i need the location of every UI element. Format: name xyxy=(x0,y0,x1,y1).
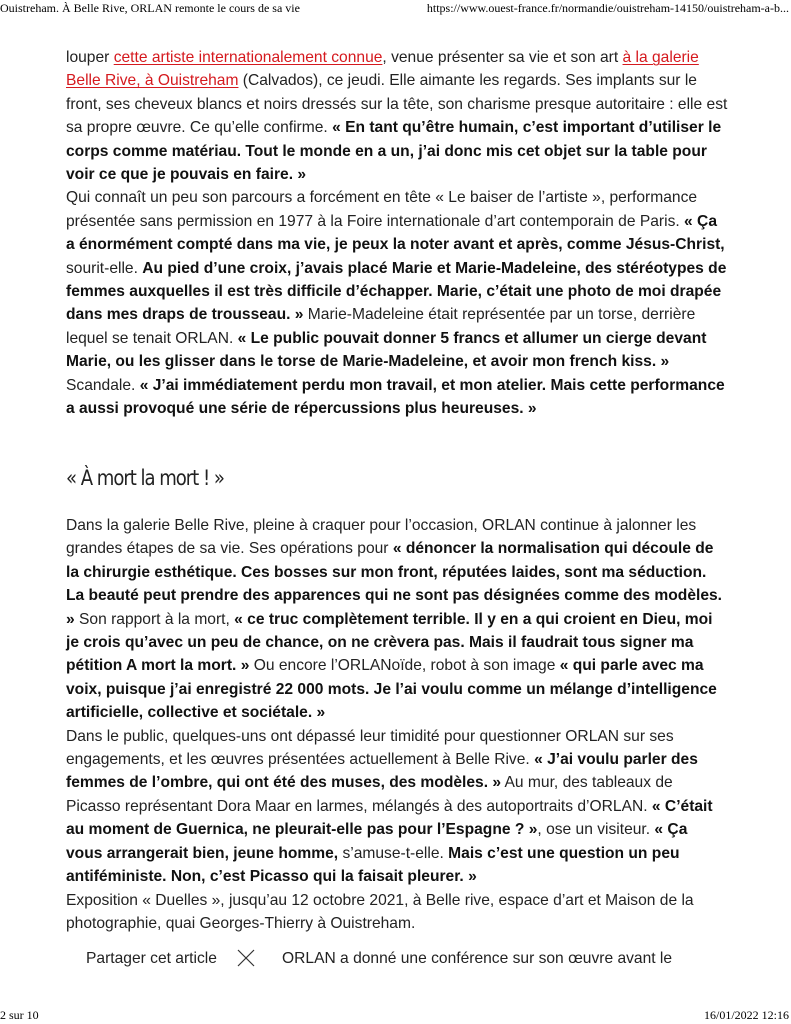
text-span: louper xyxy=(66,49,114,66)
paragraph-exposition: Exposition « Duelles », jusqu’au 12 octobre 2021, à Belle rive, espace d’art et Maison de la photographie, quai Georges-Thierry à Ouistreham. xyxy=(66,891,694,932)
text-span: Dans la galerie Belle Rive, pleine à craquer pour l’occasion, ORLAN continue à jalonner les grandes étapes de sa vie. Ses opérations pour xyxy=(66,517,697,558)
image-caption: ORLAN a donné une conférence sur son œuvre avant le xyxy=(282,950,673,967)
gallery-link[interactable]: à la galerie Belle Rive, à Ouistreham xyxy=(66,49,699,90)
text-span: Ou encore l’ORLANoïde, robot à son image xyxy=(249,657,560,675)
article-body-part2 xyxy=(66,514,728,935)
text-span: Qui connaît un peu son parcours a forcément en tête « Le baiser de l’artiste », performance présentée sans permission en 1977 à la Foire internationale d’art contemporain de Paris. xyxy=(66,189,698,230)
quote-bold: « C’était au moment de Guernica, ne pleurait-elle pas pour l’Espagne ? » xyxy=(66,797,713,839)
print-header-url: https://www.ouest-france.fr/normandie/ouistreham-14150/ouistreham-a-b... xyxy=(426,1,789,15)
quote-bold: « Ça a énormément compté dans ma vie, je peux la noter avant et après, comme Jésus-Christ, xyxy=(66,212,725,254)
text-span: , ose un visiteur. xyxy=(537,821,655,839)
quote-bold: Au pied d’une croix, j’avais placé Marie et Marie-Madeleine, des stéréotypes de femmes auxquelles il est très difficile d’échapper. Marie, c’était une photo de moi drapée dans mes draps de trousseau. » xyxy=(66,259,727,324)
quote-bold: « J’ai voulu parler des femmes de l’ombre, qui ont été des muses, des modèles. » xyxy=(66,751,698,792)
share-article-button[interactable]: Partager cet article xyxy=(86,950,217,967)
quote-bold: « qui parle avec ma voix, puisque j’ai enregistré 22 000 mots. Je l’ai voulu comme un mélange d’intelligence artificielle, collective et sociétale. » xyxy=(66,657,717,722)
quote-bold: « J’ai immédiatement perdu mon travail, et mon atelier. Mais cette performance a aussi provoqué une série de répercussions plus heureuses. » xyxy=(66,376,725,418)
quote-bold: « Le public pouvait donner 5 francs et allumer un cierge devant Marie, ou les glisser dans le torse de Marie-Madeleine, et avoir mon french kiss. » xyxy=(66,329,707,371)
text-span: (Calvados), ce jeudi. Elle aimante les regards. Ses implants sur le front, ses cheveux blancs et noirs dressés sur la tête, son charisme presque autoritaire : elle est sa propre œuvre. Ce qu’elle confirme. xyxy=(66,72,728,137)
text-span: Au mur, des tableaux de Picasso représentant Dora Maar en larmes, mélangés à des autoportraits d’ORLAN. xyxy=(66,774,673,815)
article-body-part1 xyxy=(66,46,728,421)
share-bar xyxy=(86,948,706,976)
section-title: « À mort la mort ! » xyxy=(66,466,224,490)
paragraph-galerie xyxy=(66,514,728,725)
page-number: 2 sur 10 xyxy=(0,1008,39,1022)
print-datetime: 16/01/2022 12:16 xyxy=(703,1008,789,1022)
quote-bold: « dénoncer la normalisation qui découle de la chirurgie esthétique. Ces bosses sur mon front, réputées laides, sont ma séduction. La beauté peut prendre des apparences qui ne sont pas désignées comme des modèles. » xyxy=(66,540,723,628)
close-icon[interactable] xyxy=(236,948,256,968)
quote-bold: « En tant qu’être humain, c’est important d’utiliser le corps comme matériau. Tout le monde en a un, j’ai donc mis cet objet sur la table pour voir ce que je pouvais en faire. » xyxy=(66,119,722,184)
print-header-title: Ouistreham. À Belle Rive, ORLAN remonte le cours de sa vie xyxy=(0,1,300,15)
text-span: sourit-elle. xyxy=(66,259,143,277)
quote-bold: Mais c’est une question un peu antiféministe. Non, c’est Picasso qui la faisait pleurer. » xyxy=(66,844,680,886)
text-span: Son rapport à la mort, xyxy=(74,610,235,628)
paragraph-intro xyxy=(66,46,728,186)
print-header xyxy=(0,0,791,16)
quote-bold: « ce truc complètement terrible. Il y en a qui croient en Dieu, moi je crois qu’avec un peu de chance, on ne crèvera pas. Mais il faudrait tous signer ma pétition A mort la mort. » xyxy=(66,610,713,675)
text-span: Dans le public, quelques-uns ont dépassé leur timidité pour questionner ORLAN sur ses engagements, et les œuvres présentées actuellement à Belle Rive. xyxy=(66,727,674,769)
artist-link[interactable]: cette artiste internationalement connue xyxy=(113,49,383,66)
quote-bold: « Ça vous arrangerait bien, jeune homme, xyxy=(66,821,688,862)
text-span: Scandale. xyxy=(66,376,140,394)
paragraph-baiser xyxy=(66,186,728,420)
print-footer xyxy=(0,1006,791,1024)
text-span: Marie-Madeleine était représentée par un torse, derrière lequel se tenait ORLAN. xyxy=(66,306,696,347)
text-span: s’amuse-t-elle. xyxy=(338,844,449,862)
paragraph-public xyxy=(66,725,728,889)
text-span: , venue présenter sa vie et son art xyxy=(382,49,623,66)
